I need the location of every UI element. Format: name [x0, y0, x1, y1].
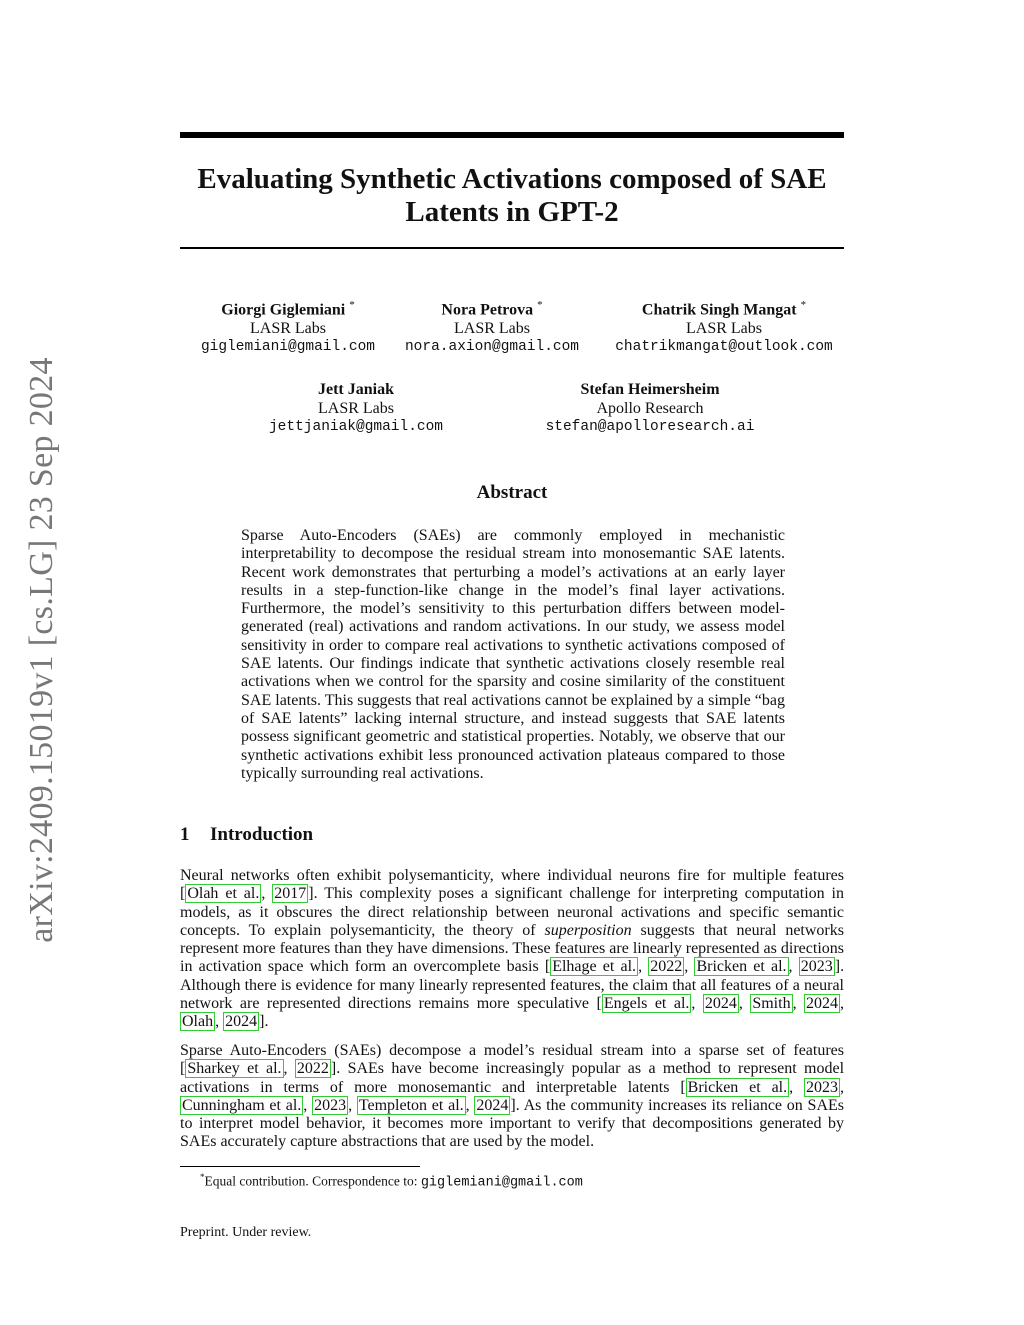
author-block: [604, 296, 844, 357]
citation-link[interactable]: 2024: [476, 1096, 509, 1114]
citation-link[interactable]: Smith: [752, 995, 791, 1013]
paper-title: Evaluating Synthetic Activations composed of SAE Latents in GPT-2: [197, 163, 827, 228]
citation-link[interactable]: 2017: [274, 885, 307, 903]
section-title: Introduction: [210, 824, 314, 845]
arxiv-stamp-text: arXiv:2409.15019v1 [cs.LG] 23 Sep 2024: [23, 357, 60, 943]
author-mark: *: [349, 299, 355, 311]
author-email[interactable]: jettjaniak@gmail.com: [268, 419, 444, 435]
author-mark: *: [537, 299, 543, 311]
section-heading: [180, 824, 313, 846]
citation-link[interactable]: Olah: [182, 1013, 214, 1031]
author-name: Stefan Heimersheim: [580, 381, 720, 398]
citation-link[interactable]: Sharkey et al.: [187, 1060, 282, 1078]
author-email[interactable]: giglemiani@gmail.com: [200, 339, 376, 356]
citation-link[interactable]: Engels et al.: [603, 995, 690, 1013]
citation-link[interactable]: 2023: [806, 1078, 839, 1096]
citation-link[interactable]: Templeton et al.: [358, 1096, 464, 1114]
author-affiliation: LASR Labs: [454, 320, 530, 338]
citation-link[interactable]: Bricken et al.: [696, 958, 787, 976]
author-affiliation: Apollo Research: [596, 400, 704, 417]
section-number: 1: [180, 824, 190, 845]
footnote-text: Equal contribution. Correspondence to:: [204, 1173, 421, 1189]
citation-link[interactable]: Elhage et al.: [552, 958, 637, 976]
citation-link[interactable]: 2022: [650, 958, 683, 976]
citation-link[interactable]: 2024: [806, 995, 839, 1013]
author-email[interactable]: chatrikmangat@outlook.com: [615, 339, 833, 356]
citation-link[interactable]: 2022: [296, 1060, 329, 1078]
citation-link[interactable]: 2023: [314, 1096, 347, 1114]
title-bottom-rule: [180, 247, 844, 249]
emphasis-text: superposition: [544, 921, 632, 939]
intro-paragraph-1: Neural networks often exhibit polysemanticity, where individual neurons fire for multiple features [ Olah et al. , 2017 ]. This complexity poses a significant challenge for interpreting computation in models, as it obscures the direct relationship between neuronal activations and specific semantic concepts. To explain polysemanticity, the theory of superposition suggests that neural networks represent more features than they have dimensions. These features are linearly represented as directions in activation space which form an overcomplete basis [ Elhage et al. , 2022 , Bricken et al. , 2023 ]. Although there is evidence for many linearly represented features, the claim that all features of a neural network are represented directions remains more speculative [ Engels et al. , 2024 , Smith , 2024 , Olah , 2024 ].: [180, 867, 845, 1031]
citation-link[interactable]: Bricken et al.: [687, 1078, 788, 1096]
author-block: [392, 296, 592, 357]
title-top-rule: [180, 132, 844, 138]
citation-link[interactable]: Cunningham et al.: [182, 1096, 302, 1114]
citation-link[interactable]: Olah et al.: [187, 885, 260, 903]
author-affiliation: LASR Labs: [250, 320, 326, 338]
citation-link[interactable]: 2024: [704, 995, 737, 1013]
footnote-rule: [180, 1166, 420, 1167]
author-name: Jett Janiak: [318, 381, 394, 398]
intro-paragraph-2: Sparse Auto-Encoders (SAEs) decompose a model’s residual stream into a sparse set of features [ Sharkey et al. , 2022 ]. SAEs have become increasingly popular as a method to represent model activations in terms of more monosemantic and interpretable latents [ Bricken et al. , 2023 , Cunningham et al. , 2023 , Templeton et al. , 2024 ]. As the community increases its reliance on SAEs to interpret model behavior, it becomes more important to verify that decompositions generated by SAEs accurately capture abstractions that are used by the model.: [180, 1042, 845, 1151]
author-block: [188, 296, 388, 357]
author-block: [256, 380, 456, 437]
author-email[interactable]: stefan@apolloresearch.ai: [545, 419, 755, 435]
author-affiliation: LASR Labs: [686, 320, 762, 338]
author-email[interactable]: nora.axion@gmail.com: [404, 339, 580, 356]
citation-link[interactable]: 2024: [225, 1013, 258, 1031]
footnote-email[interactable]: giglemiani@gmail.com: [420, 1175, 583, 1191]
author-block: [530, 380, 770, 437]
author-mark: *: [800, 299, 807, 311]
footnote: [200, 1172, 583, 1191]
arxiv-stamp: [2, 355, 82, 945]
abstract-heading: Abstract: [476, 482, 548, 503]
footnote-mark: *: [200, 1172, 205, 1182]
author-name: Nora Petrova: [441, 301, 534, 319]
abstract-text: Sparse Auto-Encoders (SAEs) are commonly employed in mechanistic interpretability to decompose the residual stream into monosemantic SAE latents. Recent work demonstrates that perturbing a model’s activations at an early layer results in a step-function-like change in the model’s final layer activations. Furthermore, the model’s sensitivity to this perturbation differs between model-generated (real) activations and random activations. In our study, we assess model sensitivity in order to compare real activations to synthetic activations composed of SAE latents. Our findings indicate that synthetic activations closely resemble real activations when we control for the sparsity and cosine similarity of the constituent SAE latents. This suggests that real activations cannot be explained by a simple “bag of SAE latents” lacking internal structure, and instead suggests that SAE latents possess significant geometric and statistical properties. Notably, we observe that our synthetic activations exhibit less pronounced activation plateaus compared to those typically surrounding real activations.: [241, 527, 785, 782]
citation-link[interactable]: 2023: [800, 958, 833, 976]
preprint-footer: Preprint. Under review.: [180, 1225, 312, 1240]
author-affiliation: LASR Labs: [318, 400, 394, 417]
author-name: Chatrik Singh Mangat: [641, 301, 797, 319]
author-name: Giorgi Giglemiani: [221, 301, 346, 319]
